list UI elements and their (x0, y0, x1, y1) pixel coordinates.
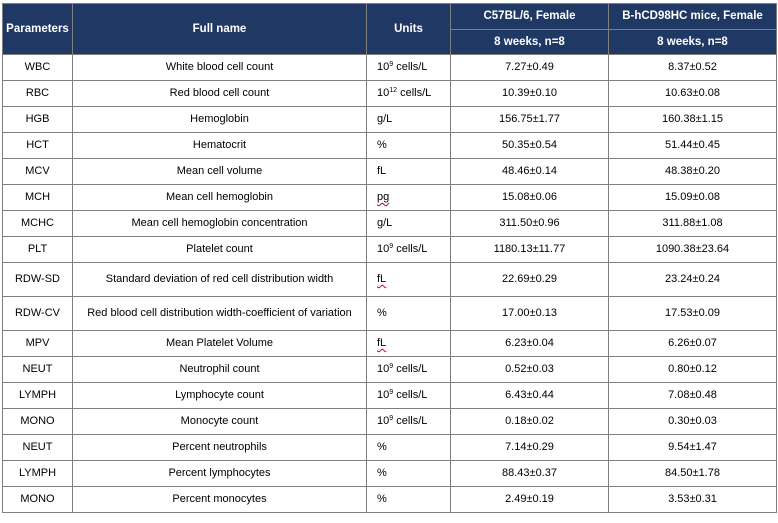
group1-value-cell: 15.08±0.06 (451, 185, 609, 211)
parameter-cell: MPV (3, 331, 73, 357)
table-container (2, 3, 777, 513)
table-row (3, 133, 777, 159)
units-cell (367, 133, 451, 159)
units-cell (367, 107, 451, 133)
unit-exponent: 9 (389, 61, 394, 68)
full-name-cell: Percent neutrophils (73, 435, 367, 461)
group2-value-cell: 84.50±1.78 (609, 461, 777, 487)
unit-text: cells/L (393, 363, 428, 375)
group1-value-cell: 0.18±0.02 (451, 409, 609, 435)
group2-value-cell: 10.63±0.08 (609, 81, 777, 107)
parameter-cell: MONO (3, 487, 73, 513)
table-row (3, 383, 777, 409)
full-name-cell: Mean cell hemoglobin (73, 185, 367, 211)
group2-value-cell: 0.80±0.12 (609, 357, 777, 383)
full-name-cell: Lymphocyte count (73, 383, 367, 409)
group2-value-cell: 9.54±1.47 (609, 435, 777, 461)
table-row (3, 107, 777, 133)
group1-value-cell: 2.49±0.19 (451, 487, 609, 513)
full-name-cell: Percent monocytes (73, 487, 367, 513)
unit-exponent: 9 (389, 363, 394, 370)
table-row (3, 487, 777, 513)
unit-base: 10 (377, 61, 390, 73)
units-cell (367, 297, 451, 331)
group1-value-cell: 0.52±0.03 (451, 357, 609, 383)
group2-value-cell: 8.37±0.52 (609, 55, 777, 81)
units-cell (367, 357, 451, 383)
full-name-cell: Mean Platelet Volume (73, 331, 367, 357)
header-group1-sub: 8 weeks, n=8 (451, 30, 609, 55)
unit-text: % (377, 467, 387, 479)
unit-text: g/L (377, 217, 393, 229)
group1-value-cell: 7.14±0.29 (451, 435, 609, 461)
unit-base: 10 (377, 389, 390, 401)
parameter-cell: LYMPH (3, 383, 73, 409)
unit-text: pg (377, 191, 390, 203)
group2-value-cell: 6.26±0.07 (609, 331, 777, 357)
parameter-cell: PLT (3, 237, 73, 263)
header-full-name: Full name (73, 4, 367, 55)
header-units: Units (367, 4, 451, 55)
full-name-cell: Neutrophil count (73, 357, 367, 383)
unit-exponent: 12 (389, 87, 398, 94)
header-group2-sub: 8 weeks, n=8 (609, 30, 777, 55)
unit-text: cells/L (393, 415, 428, 427)
unit-text: % (377, 493, 387, 505)
group1-value-cell: 156.75±1.77 (451, 107, 609, 133)
parameter-cell: MONO (3, 409, 73, 435)
table-row (3, 461, 777, 487)
unit-text: cells/L (393, 243, 428, 255)
parameter-cell: RDW-SD (3, 263, 73, 297)
group2-value-cell: 48.38±0.20 (609, 159, 777, 185)
unit-exponent: 9 (389, 415, 394, 422)
unit-text: fL (377, 337, 387, 349)
group2-value-cell: 23.24±0.24 (609, 263, 777, 297)
group1-value-cell: 48.46±0.14 (451, 159, 609, 185)
group1-value-cell: 22.69±0.29 (451, 263, 609, 297)
parameter-cell: RBC (3, 81, 73, 107)
units-cell (367, 263, 451, 297)
group1-value-cell: 1180.13±11.77 (451, 237, 609, 263)
unit-text: cells/L (393, 61, 428, 73)
units-cell (367, 409, 451, 435)
group2-value-cell: 3.53±0.31 (609, 487, 777, 513)
unit-base: 10 (377, 363, 390, 375)
header-parameters: Parameters (3, 4, 73, 55)
hematology-table (2, 3, 777, 513)
parameter-cell: RDW-CV (3, 297, 73, 331)
units-cell (367, 159, 451, 185)
group1-value-cell: 17.00±0.13 (451, 297, 609, 331)
table-body (3, 55, 777, 513)
unit-text: % (377, 307, 387, 319)
full-name-cell: Hematocrit (73, 133, 367, 159)
group2-value-cell: 311.88±1.08 (609, 211, 777, 237)
parameter-cell: NEUT (3, 357, 73, 383)
unit-text: % (377, 441, 387, 453)
unit-exponent: 9 (389, 243, 394, 250)
group2-value-cell: 51.44±0.45 (609, 133, 777, 159)
group2-value-cell: 17.53±0.09 (609, 297, 777, 331)
unit-text: % (377, 139, 387, 151)
parameter-cell: MCHC (3, 211, 73, 237)
units-cell (367, 185, 451, 211)
group1-value-cell: 6.43±0.44 (451, 383, 609, 409)
units-cell (367, 435, 451, 461)
parameter-cell: HGB (3, 107, 73, 133)
table-row (3, 211, 777, 237)
parameter-cell: HCT (3, 133, 73, 159)
parameter-cell: MCV (3, 159, 73, 185)
units-cell (367, 237, 451, 263)
group1-value-cell: 50.35±0.54 (451, 133, 609, 159)
full-name-cell: Monocyte count (73, 409, 367, 435)
units-cell (367, 81, 451, 107)
group1-value-cell: 311.50±0.96 (451, 211, 609, 237)
table-row (3, 81, 777, 107)
unit-exponent: 9 (389, 389, 394, 396)
group1-value-cell: 7.27±0.49 (451, 55, 609, 81)
group2-value-cell: 0.30±0.03 (609, 409, 777, 435)
unit-text: g/L (377, 113, 393, 125)
group2-value-cell: 15.09±0.08 (609, 185, 777, 211)
table-row (3, 331, 777, 357)
table-row (3, 357, 777, 383)
units-cell (367, 383, 451, 409)
table-row (3, 263, 777, 297)
unit-text: cells/L (393, 389, 428, 401)
units-cell (367, 211, 451, 237)
header-group2: B-hCD98HC mice, Female (609, 4, 777, 30)
group1-value-cell: 6.23±0.04 (451, 331, 609, 357)
table-row (3, 237, 777, 263)
full-name-cell: Mean cell volume (73, 159, 367, 185)
group1-value-cell: 88.43±0.37 (451, 461, 609, 487)
units-cell (367, 487, 451, 513)
group2-value-cell: 7.08±0.48 (609, 383, 777, 409)
parameter-cell: LYMPH (3, 461, 73, 487)
group1-value-cell: 10.39±0.10 (451, 81, 609, 107)
full-name-cell: Mean cell hemoglobin concentration (73, 211, 367, 237)
unit-text: fL (377, 273, 387, 285)
table-row (3, 435, 777, 461)
full-name-cell: Red blood cell distribution width-coefficient of variation (73, 297, 367, 331)
table-row (3, 55, 777, 81)
unit-base: 10 (377, 243, 390, 255)
table-row (3, 297, 777, 331)
unit-text: cells/L (397, 87, 432, 99)
table-row (3, 185, 777, 211)
unit-text: fL (377, 165, 387, 177)
unit-base: 10 (377, 87, 390, 99)
table-row (3, 409, 777, 435)
units-cell (367, 55, 451, 81)
full-name-cell: Hemoglobin (73, 107, 367, 133)
full-name-cell: Percent lymphocytes (73, 461, 367, 487)
group2-value-cell: 1090.38±23.64 (609, 237, 777, 263)
parameter-cell: WBC (3, 55, 73, 81)
table-header (3, 4, 777, 55)
parameter-cell: MCH (3, 185, 73, 211)
group2-value-cell: 160.38±1.15 (609, 107, 777, 133)
parameter-cell: NEUT (3, 435, 73, 461)
units-cell (367, 331, 451, 357)
full-name-cell: Red blood cell count (73, 81, 367, 107)
full-name-cell: Platelet count (73, 237, 367, 263)
units-cell (367, 461, 451, 487)
unit-base: 10 (377, 415, 390, 427)
header-group1: C57BL/6, Female (451, 4, 609, 30)
full-name-cell: Standard deviation of red cell distribution width (73, 263, 367, 297)
full-name-cell: White blood cell count (73, 55, 367, 81)
table-row (3, 159, 777, 185)
